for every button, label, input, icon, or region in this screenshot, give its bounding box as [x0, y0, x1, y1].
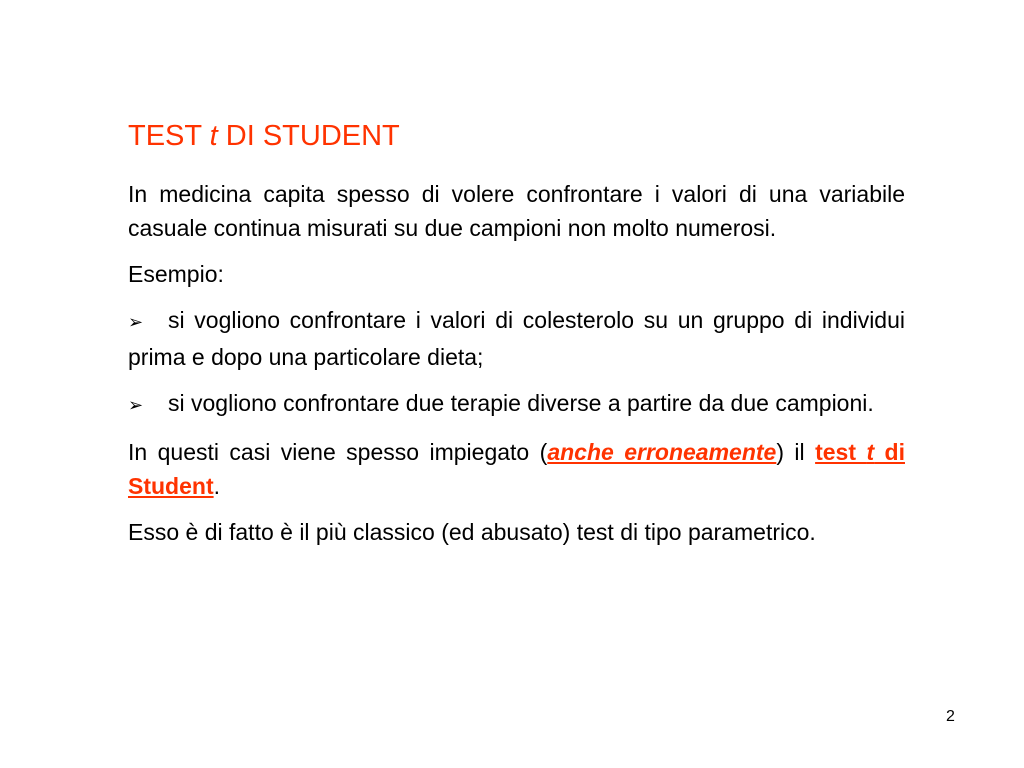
usage-paragraph	[128, 435, 905, 503]
emphasis-t-letter: t	[866, 439, 875, 465]
arrow-bullet-icon: ➢	[128, 395, 144, 416]
emphasis-student-word: di Student	[128, 439, 905, 499]
bullet-text: si vogliono confrontare due terapie diverse a partire da due campioni.	[168, 390, 874, 416]
bullet-text: si vogliono confrontare i valori di colesterolo su un gruppo di individui prima e dopo una particolare dieta;	[128, 307, 905, 370]
title-part-test: TEST	[128, 120, 210, 152]
emphasis-erroneously: anche erroneamente	[547, 439, 777, 465]
emphasis-test-word: test	[815, 439, 867, 465]
slide-body	[128, 177, 905, 561]
title-part-t: t	[209, 120, 218, 152]
usage-text-middle: ) il	[776, 439, 816, 465]
bullet-item	[128, 303, 905, 374]
usage-text-after: .	[213, 473, 220, 499]
conclusion-paragraph: Esso è di fatto è il più classico (ed abusato) test di tipo parametrico.	[128, 519, 816, 545]
bullet-item	[128, 386, 905, 423]
slide-title	[128, 118, 400, 154]
arrow-bullet-icon: ➢	[128, 312, 144, 333]
title-part-student: DI STUDENT	[217, 120, 400, 152]
page-number: 2	[946, 708, 955, 725]
example-label: Esempio:	[128, 261, 224, 287]
usage-text-before: In questi casi viene spesso impiegato (	[128, 439, 548, 465]
intro-paragraph: In medicina capita spesso di volere confrontare i valori di una variabile casuale continua misurati su due campioni non molto numerosi.	[128, 181, 905, 241]
